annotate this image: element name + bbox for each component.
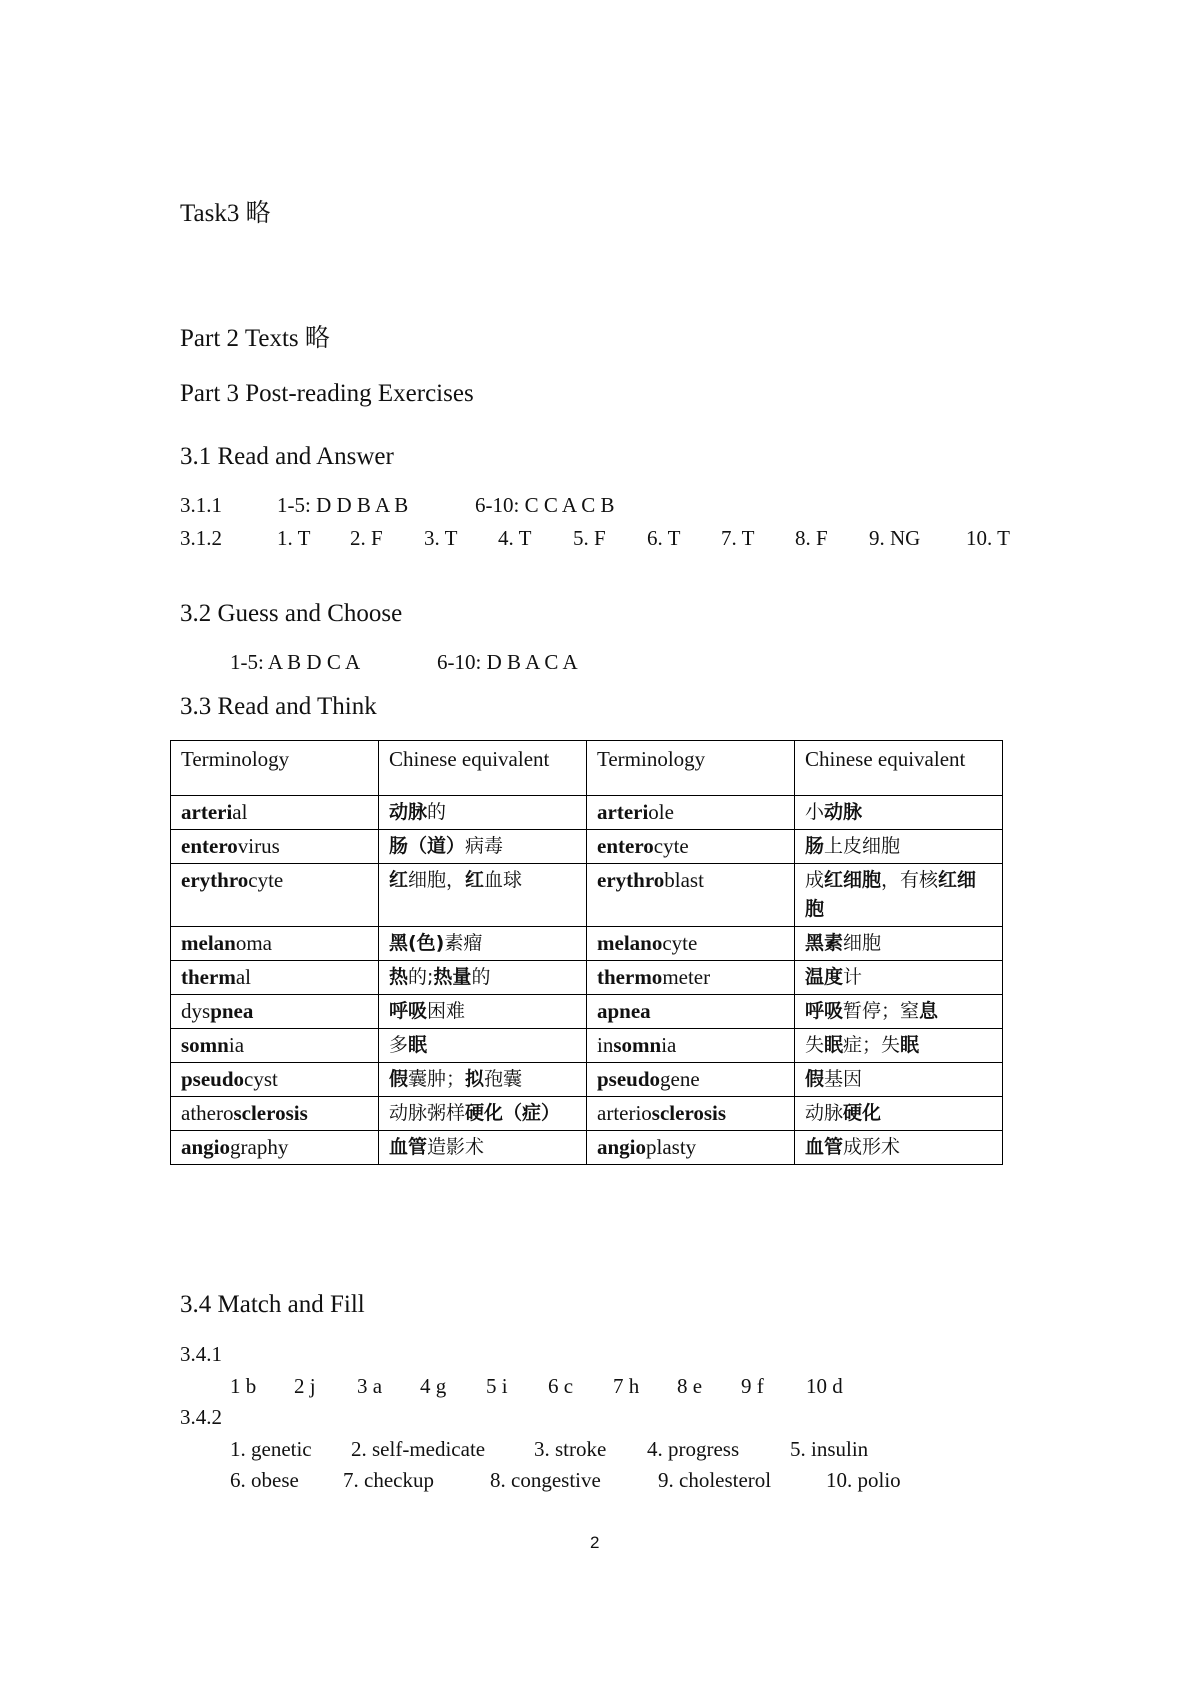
table-row	[171, 864, 1003, 927]
table-header-row	[171, 741, 1003, 796]
tf-answer: 6. T	[647, 526, 681, 550]
answer-label-3-4-1: 3.4.1	[180, 1342, 222, 1366]
terminology-cell: erythrocyte	[171, 864, 379, 927]
fill-answer: 3. stroke	[534, 1437, 607, 1461]
fill-answer: 9. cholesterol	[658, 1468, 772, 1492]
terminology-cell: melanoma	[171, 927, 379, 961]
terminology-cell: arteriole	[587, 796, 795, 830]
terminology-cell: melanocyte	[587, 927, 795, 961]
terminology-cell: enterocyte	[587, 830, 795, 864]
answer-label-3-1-2: 3.1.2	[180, 526, 222, 550]
table-row	[171, 1131, 1003, 1165]
terminology-cell: erythroblast	[587, 864, 795, 927]
task3-heading: Task3 略	[180, 200, 271, 227]
tf-answer: 8. F	[795, 526, 828, 550]
table-row	[171, 1063, 1003, 1097]
chinese-equivalent-cell: 假囊肿；拟孢囊	[379, 1063, 587, 1097]
answer-label-3-4-2: 3.4.2	[180, 1405, 222, 1429]
chinese-equivalent-cell: 血管成形术	[795, 1131, 1003, 1165]
tf-answer: 2. F	[350, 526, 383, 550]
match-answer: 6 c	[548, 1374, 574, 1398]
section-3-3-title: 3.3 Read and Think	[180, 693, 377, 720]
table-row	[171, 1097, 1003, 1131]
answers-3-1-1-part1: 1-5: D D B A B	[277, 493, 409, 517]
chinese-equivalent-cell: 黑素细胞	[795, 927, 1003, 961]
answers-3-2-part2: 6-10: D B A C A	[437, 650, 578, 674]
section-3-1-title: 3.1 Read and Answer	[180, 443, 394, 470]
page-number: 2	[590, 1533, 600, 1552]
tf-answer: 4. T	[498, 526, 532, 550]
terminology-cell: somnia	[171, 1029, 379, 1063]
chinese-equivalent-cell: 热的;热量的	[379, 961, 587, 995]
chinese-equivalent-cell: 假基因	[795, 1063, 1003, 1097]
table-row	[171, 927, 1003, 961]
match-answer: 10 d	[806, 1374, 843, 1398]
terminology-cell: pseudocyst	[171, 1063, 379, 1097]
chinese-equivalent-cell: 肠上皮细胞	[795, 830, 1003, 864]
terminology-cell: arteriosclerosis	[587, 1097, 795, 1131]
fill-answer: 7. checkup	[343, 1468, 434, 1492]
part2-heading: Part 2 Texts 略	[180, 325, 330, 352]
answer-label-3-1-1: 3.1.1	[180, 493, 222, 517]
match-answer: 2 j	[294, 1374, 316, 1398]
match-answer: 8 e	[677, 1374, 703, 1398]
fill-answer: 8. congestive	[490, 1468, 601, 1492]
column-header: Chinese equivalent	[379, 741, 587, 796]
chinese-equivalent-cell: 肠（道）病毒	[379, 830, 587, 864]
match-answer: 3 a	[357, 1374, 383, 1398]
terminology-cell: atherosclerosis	[171, 1097, 379, 1131]
terminology-cell: thermometer	[587, 961, 795, 995]
chinese-equivalent-cell: 黑(色)素瘤	[379, 927, 587, 961]
chinese-equivalent-cell: 动脉硬化	[795, 1097, 1003, 1131]
fill-answer: 5. insulin	[790, 1437, 869, 1461]
section-3-4-title: 3.4 Match and Fill	[180, 1291, 365, 1318]
terminology-cell: angioplasty	[587, 1131, 795, 1165]
fill-answer: 10. polio	[826, 1468, 901, 1492]
answers-3-2-part1: 1-5: A B D C A	[230, 650, 361, 674]
chinese-equivalent-cell: 呼吸暂停；窒息	[795, 995, 1003, 1029]
chinese-equivalent-cell: 成红细胞，有核红细胞	[795, 864, 1003, 927]
terminology-cell: apnea	[587, 995, 795, 1029]
chinese-equivalent-cell: 呼吸困难	[379, 995, 587, 1029]
terminology-cell: thermal	[171, 961, 379, 995]
tf-answer: 1. T	[277, 526, 311, 550]
match-answer: 1 b	[230, 1374, 257, 1398]
tf-answer: 10. T	[966, 526, 1010, 550]
tf-answer: 9. NG	[869, 526, 921, 550]
terminology-cell: dyspnea	[171, 995, 379, 1029]
column-header: Terminology	[587, 741, 795, 796]
chinese-equivalent-cell: 失眠症；失眠	[795, 1029, 1003, 1063]
tf-answer: 3. T	[424, 526, 458, 550]
terminology-cell: insomnia	[587, 1029, 795, 1063]
chinese-equivalent-cell: 小动脉	[795, 796, 1003, 830]
fill-answer: 4. progress	[647, 1437, 740, 1461]
fill-answer: 2. self-medicate	[351, 1437, 486, 1461]
table-row	[171, 1029, 1003, 1063]
fill-answer: 6. obese	[230, 1468, 299, 1492]
tf-answer: 5. F	[573, 526, 606, 550]
table-row	[171, 961, 1003, 995]
terminology-cell: angiography	[171, 1131, 379, 1165]
terminology-table	[170, 740, 1003, 1165]
chinese-equivalent-cell: 动脉粥样硬化（症）	[379, 1097, 587, 1131]
fill-answer: 1. genetic	[230, 1437, 312, 1461]
part3-heading: Part 3 Post-reading Exercises	[180, 380, 474, 407]
column-header: Chinese equivalent	[795, 741, 1003, 796]
table-row	[171, 830, 1003, 864]
match-answer: 5 i	[486, 1374, 508, 1398]
section-3-2-title: 3.2 Guess and Choose	[180, 600, 403, 627]
chinese-equivalent-cell: 红细胞，红血球	[379, 864, 587, 927]
terminology-cell: arterial	[171, 796, 379, 830]
match-answer: 7 h	[613, 1374, 640, 1398]
terminology-cell: pseudogene	[587, 1063, 795, 1097]
column-header: Terminology	[171, 741, 379, 796]
chinese-equivalent-cell: 动脉的	[379, 796, 587, 830]
match-answer: 9 f	[741, 1374, 764, 1398]
answers-3-1-1-part2: 6-10: C C A C B	[475, 493, 615, 517]
chinese-equivalent-cell: 多眠	[379, 1029, 587, 1063]
table-row	[171, 796, 1003, 830]
chinese-equivalent-cell: 血管造影术	[379, 1131, 587, 1165]
match-answer: 4 g	[420, 1374, 447, 1398]
table-row	[171, 995, 1003, 1029]
tf-answer: 7. T	[721, 526, 755, 550]
chinese-equivalent-cell: 温度计	[795, 961, 1003, 995]
terminology-cell: enterovirus	[171, 830, 379, 864]
